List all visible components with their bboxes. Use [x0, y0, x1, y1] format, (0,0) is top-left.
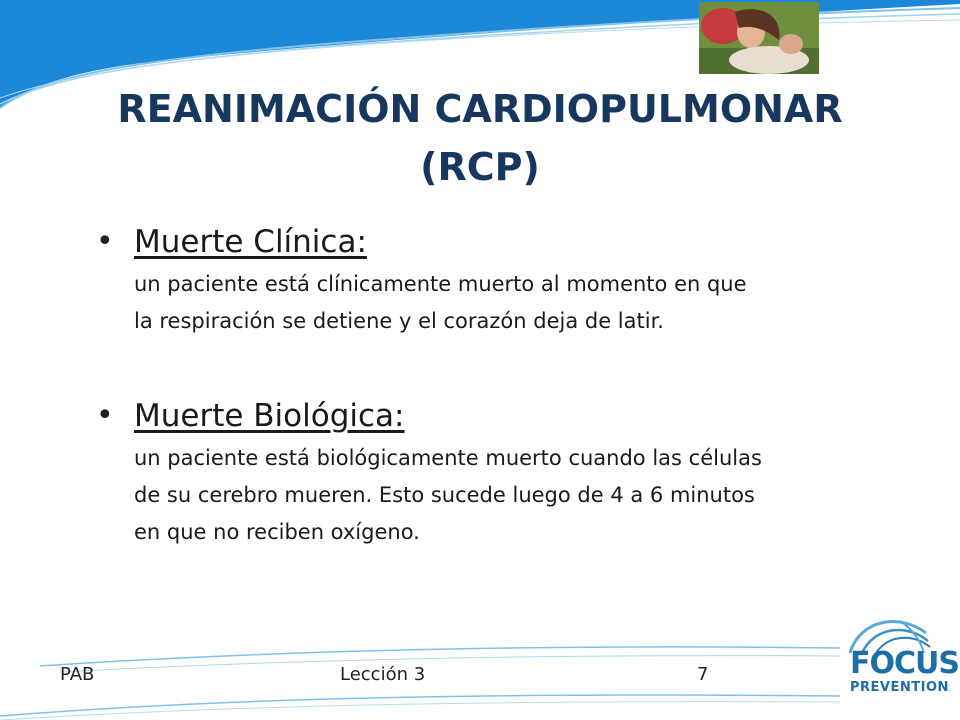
logo-word-prevention: PREVENTION [850, 680, 949, 695]
bullet-text [134, 440, 916, 551]
logo-word-focus: FOCUS [850, 646, 959, 681]
cpr-photo [699, 2, 819, 74]
bullet-dot: • [96, 398, 114, 433]
slide-title [60, 80, 900, 196]
bullet-text-line: un paciente está biológicamente muerto cuando las células [134, 446, 762, 470]
slide-title-line-1: REANIMACIÓN CARDIOPULMONAR [117, 87, 843, 131]
bullet-text-line: la respiración se detiene y el corazón deja de latir. [134, 309, 664, 333]
page-number: 7 [697, 664, 709, 685]
focus-prevention-logo [842, 615, 959, 707]
slide-title-line-2: (RCP) [420, 145, 540, 189]
bullet-heading: Muerte Biológica: [134, 398, 405, 434]
bullet-dot: • [96, 224, 114, 259]
bullet-text-line: un paciente está clínicamente muerto al momento en que [134, 272, 747, 296]
bullet-item-muerte-biologica [96, 392, 916, 551]
bullet-item-muerte-clinica [96, 218, 916, 340]
footer-swoosh-decoration [0, 630, 960, 720]
bullet-text-line: en que no reciben oxígeno. [134, 520, 420, 544]
bullet-text-line: de su cerebro mueren. Esto sucede luego de 4 a 6 minutos [134, 483, 755, 507]
bullet-text [134, 266, 916, 340]
footer-lesson: Lección 3 [340, 664, 426, 685]
bullet-heading: Muerte Clínica: [134, 224, 367, 260]
footer-left-text: PAB [60, 664, 95, 685]
bullet-list [96, 218, 916, 551]
